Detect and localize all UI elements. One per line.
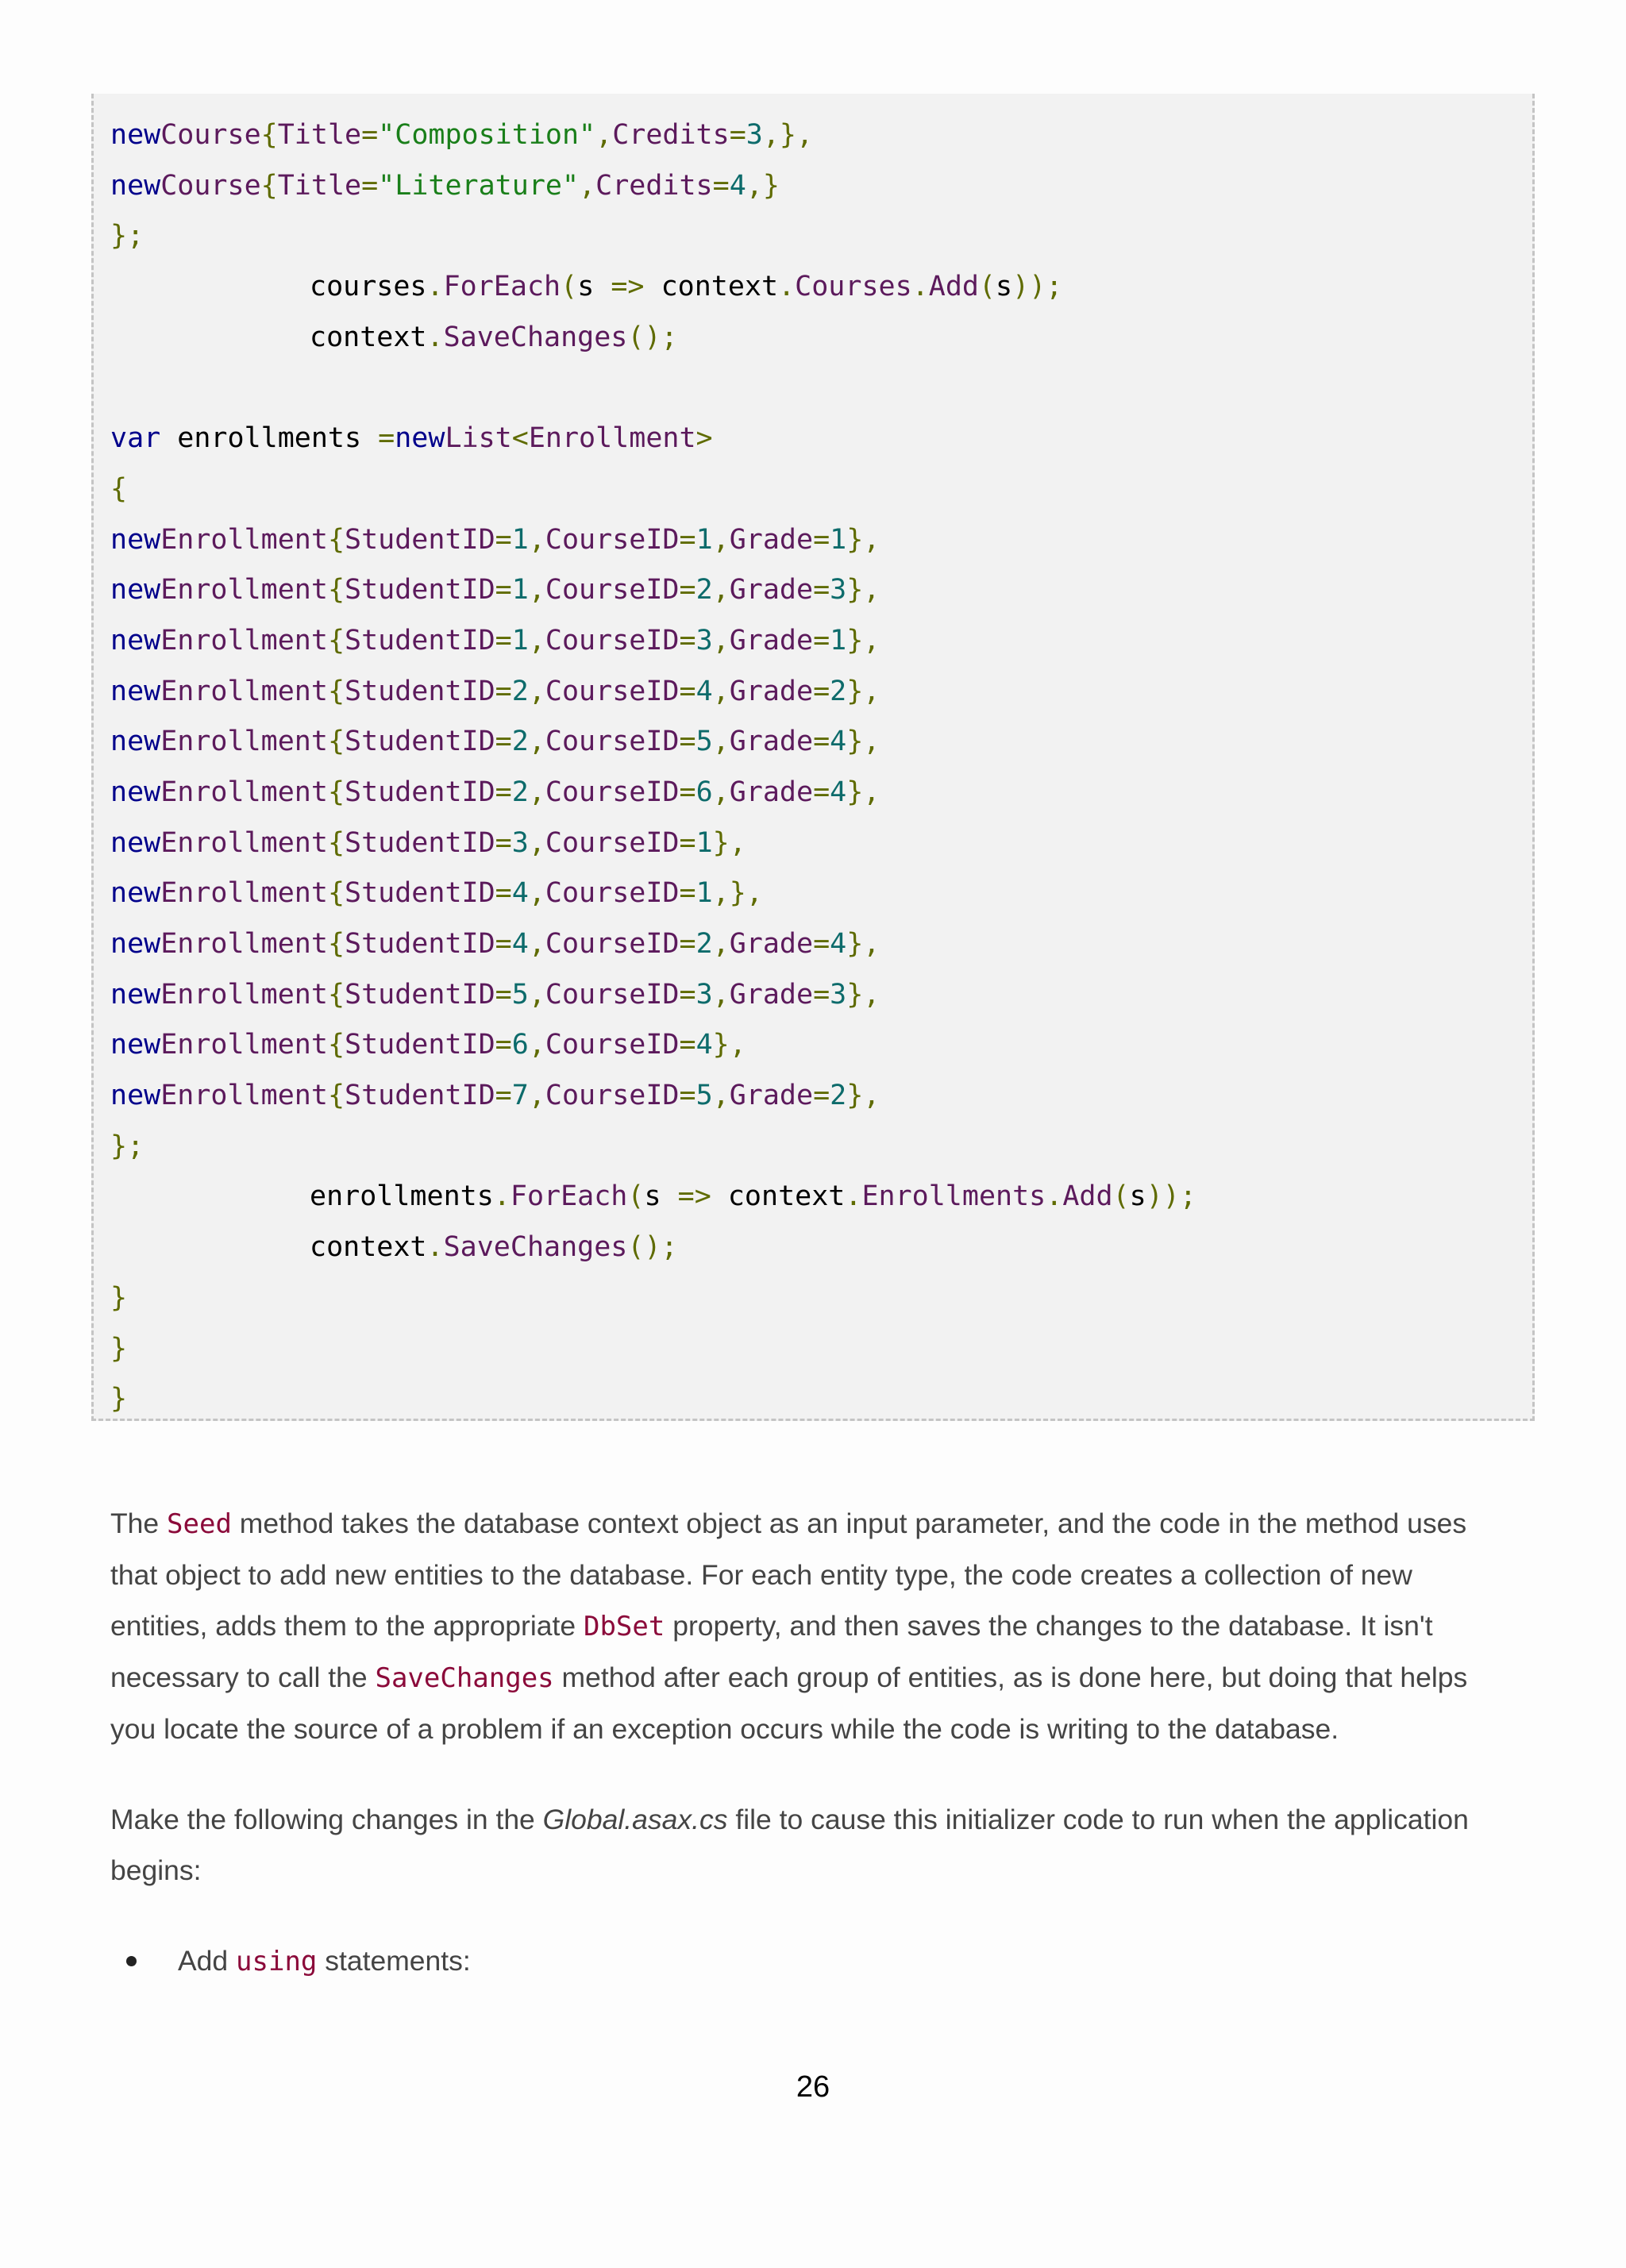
code-token: SaveChanges <box>443 1231 628 1264</box>
code-token: = <box>679 928 696 960</box>
code-token: new <box>110 1029 161 1061</box>
code-token: SaveChanges <box>443 321 628 353</box>
code-token: , <box>712 776 730 808</box>
code-token: }, <box>846 574 880 606</box>
code-token: = <box>495 978 512 1011</box>
code-token: Grade <box>729 523 814 556</box>
code-token: Enrollment <box>160 574 328 606</box>
code-line <box>110 515 1196 566</box>
code-token: { <box>327 826 345 859</box>
code-token: s <box>644 1180 678 1213</box>
code-token: Grade <box>729 1080 814 1112</box>
code-line <box>110 363 1196 414</box>
code-token: ,}, <box>762 119 814 151</box>
code-token: . <box>426 1231 444 1264</box>
code-token: }, <box>846 726 880 758</box>
code-token: { <box>327 776 345 808</box>
code-token: 1 <box>830 523 847 556</box>
code-token: = <box>495 877 512 910</box>
code-token: , <box>528 624 545 657</box>
code-token: 4 <box>695 1029 713 1061</box>
code-token: = <box>679 1080 696 1112</box>
code-token: = <box>813 675 830 707</box>
code-token: = <box>813 523 830 556</box>
code-token: Enrollment <box>160 877 328 910</box>
code-token: = <box>495 1080 512 1112</box>
code-token: 2 <box>695 928 713 960</box>
code-token: CourseID <box>545 928 680 960</box>
code-token: = <box>679 726 696 758</box>
code-token: 4 <box>511 877 529 910</box>
paragraph-text: method after each group of entities, as is done here, but doing that helps you locate the source of a problem if an exception occurs while the code is writing to the database. <box>110 1662 1468 1745</box>
code-token: { <box>260 119 278 151</box>
code-line <box>110 414 1196 464</box>
code-line <box>110 868 1196 919</box>
code-token: Grade <box>729 574 814 606</box>
code-token: , <box>712 726 730 758</box>
code-token: = <box>813 624 830 657</box>
code-token: = <box>495 826 512 859</box>
code-token: { <box>327 877 345 910</box>
inline-code-seed: Seed <box>167 1508 232 1540</box>
code-token: ( <box>978 271 996 303</box>
code-token: 2 <box>830 675 847 707</box>
code-token: , <box>712 523 730 556</box>
code-token: 3 <box>746 119 763 151</box>
code-token: CourseID <box>545 574 680 606</box>
code-token: = <box>679 624 696 657</box>
code-token: } <box>110 1383 128 1415</box>
code-token: }, <box>846 1080 880 1112</box>
code-token: ForEach <box>443 271 561 303</box>
code-line <box>110 211 1196 262</box>
code-token: , <box>528 675 545 707</box>
code-token: = <box>679 1029 696 1061</box>
code-token: ,} <box>746 169 780 202</box>
code-line <box>110 667 1196 718</box>
code-token: StudentID <box>345 826 495 859</box>
code-token: 1 <box>695 523 713 556</box>
code-token: 3 <box>830 978 847 1011</box>
code-token: ,}, <box>712 877 763 910</box>
code-token: { <box>327 928 345 960</box>
code-token: new <box>110 978 161 1011</box>
code-token: Course <box>160 169 261 202</box>
code-token: = <box>679 826 696 859</box>
code-token: StudentID <box>345 574 495 606</box>
bullet-text: statements: <box>317 1945 471 1977</box>
code-token: { <box>327 574 345 606</box>
code-token: CourseID <box>545 523 680 556</box>
code-token: = <box>495 675 512 707</box>
code-token: ( <box>561 271 578 303</box>
code-token: }; <box>110 220 144 252</box>
code-line <box>110 464 1196 515</box>
code-token: }, <box>846 978 880 1011</box>
code-token: Course <box>160 119 261 151</box>
code-token: { <box>327 726 345 758</box>
code-token: StudentID <box>345 523 495 556</box>
code-token: List <box>445 422 512 455</box>
code-token: 2 <box>511 726 529 758</box>
code-token: { <box>327 624 345 657</box>
code-token: Add <box>1062 1180 1113 1213</box>
code-token: new <box>110 826 161 859</box>
code-token: Enrollment <box>160 675 328 707</box>
code-line <box>110 818 1196 869</box>
code-token: = <box>679 675 696 707</box>
code-token: new <box>110 877 161 910</box>
code-token: StudentID <box>345 1029 495 1061</box>
code-token: } <box>110 1281 128 1314</box>
code-token: CourseID <box>545 675 680 707</box>
code-token: enrollments <box>160 422 379 455</box>
code-token: CourseID <box>545 877 680 910</box>
code-token: . <box>426 321 444 353</box>
code-line <box>110 717 1196 768</box>
code-token: s <box>577 271 611 303</box>
inline-code-dbset: DbSet <box>583 1611 665 1642</box>
code-token: new <box>110 1080 161 1112</box>
code-token: , <box>712 574 730 606</box>
paragraph-text: file to cause this initializer code to run when the application begins: <box>110 1804 1469 1886</box>
code-token: 4 <box>830 928 847 960</box>
code-token: 6 <box>695 776 713 808</box>
code-token: , <box>712 675 730 707</box>
code-token: = <box>813 1080 830 1112</box>
code-token: CourseID <box>545 726 680 758</box>
code-token: Enrollment <box>160 624 328 657</box>
code-token: (); <box>627 1231 678 1264</box>
code-token: Credits <box>612 119 730 151</box>
code-token: 3 <box>830 574 847 606</box>
paragraph-text: The <box>110 1508 168 1539</box>
code-line <box>110 616 1196 667</box>
code-token: Courses <box>795 271 912 303</box>
code-token: }, <box>846 675 880 707</box>
code-token: 4 <box>511 928 529 960</box>
code-token: CourseID <box>545 1029 680 1061</box>
code-token: . <box>426 271 444 303</box>
code-token: Enrollment <box>160 826 328 859</box>
code-token: CourseID <box>545 826 680 859</box>
code-token: 5 <box>511 978 529 1011</box>
code-token: , <box>712 928 730 960</box>
code-token: new <box>110 119 161 151</box>
code-token: context <box>644 271 779 303</box>
code-token: new <box>110 624 161 657</box>
code-token: , <box>712 978 730 1011</box>
code-line <box>110 1122 1196 1173</box>
code-token: ( <box>1112 1180 1130 1213</box>
code-token: Grade <box>729 928 814 960</box>
code-token: )); <box>1012 271 1063 303</box>
code-token: new <box>110 776 161 808</box>
paragraph-text: Make the following changes in the <box>110 1804 543 1835</box>
bullet-dot-icon <box>126 1956 137 1966</box>
code-line <box>110 1273 1196 1324</box>
code-token: { <box>327 1029 345 1061</box>
code-token: new <box>110 726 161 758</box>
code-token: = <box>361 169 379 202</box>
code-token: , <box>712 624 730 657</box>
code-token: , <box>528 826 545 859</box>
code-token: ( <box>627 1180 645 1213</box>
code-token: Enrollment <box>160 978 328 1011</box>
code-token: = <box>495 574 512 606</box>
code-token: new <box>395 422 445 455</box>
code-token: , <box>528 978 545 1011</box>
code-token: }, <box>846 928 880 960</box>
code-token: new <box>110 523 161 556</box>
code-token: = <box>813 574 830 606</box>
code-token: , <box>528 928 545 960</box>
code-token: = <box>679 523 696 556</box>
code-token: 5 <box>695 1080 713 1112</box>
code-lines <box>110 110 1196 1425</box>
code-token: Add <box>928 271 979 303</box>
code-token: Title <box>277 169 362 202</box>
code-token: { <box>327 1080 345 1112</box>
code-line <box>110 1172 1196 1223</box>
code-token: 2 <box>511 776 529 808</box>
code-token: StudentID <box>345 928 495 960</box>
code-line <box>110 1071 1196 1122</box>
code-token: CourseID <box>545 776 680 808</box>
code-token: = <box>495 726 512 758</box>
code-token: < <box>511 422 529 455</box>
code-token: 1 <box>511 624 529 657</box>
code-token: ForEach <box>510 1180 628 1213</box>
code-token: = <box>495 624 512 657</box>
code-token: 3 <box>695 978 713 1011</box>
code-token: = <box>679 776 696 808</box>
code-token: , <box>528 726 545 758</box>
code-token: Grade <box>729 726 814 758</box>
bullet-list <box>110 1935 471 1987</box>
code-token: CourseID <box>545 978 680 1011</box>
bullet-text: Add <box>178 1945 237 1977</box>
code-token: enrollments <box>310 1180 494 1213</box>
code-token: . <box>911 271 929 303</box>
code-line <box>110 970 1196 1021</box>
code-token: > <box>695 422 713 455</box>
code-token: 7 <box>511 1080 529 1112</box>
code-line <box>110 565 1196 616</box>
code-token: }; <box>110 1130 144 1162</box>
code-token: = <box>679 574 696 606</box>
code-token: 4 <box>695 675 713 707</box>
code-line <box>110 768 1196 818</box>
code-token: 2 <box>830 1080 847 1112</box>
code-token: }, <box>846 624 880 657</box>
code-token: "Literature" <box>378 169 580 202</box>
code-token: . <box>778 271 796 303</box>
code-token: Grade <box>729 978 814 1011</box>
code-token: 4 <box>729 169 746 202</box>
code-token: 3 <box>511 826 529 859</box>
code-token: , <box>528 1080 545 1112</box>
code-token: new <box>110 675 161 707</box>
paragraph-text: property, and then saves the changes to the database. It isn't necessary to call the <box>110 1610 1433 1693</box>
code-token: = <box>361 119 379 151</box>
code-token: = <box>813 776 830 808</box>
code-token: , <box>528 877 545 910</box>
code-token: = <box>729 119 746 151</box>
code-token: Enrollment <box>160 523 328 556</box>
code-token: = <box>679 877 696 910</box>
code-line <box>110 1020 1196 1071</box>
code-token: } <box>110 1332 128 1365</box>
code-token: = <box>495 1029 512 1061</box>
code-token: }, <box>846 523 880 556</box>
code-token: 3 <box>695 624 713 657</box>
paragraph-seed-method <box>110 1498 1508 1754</box>
code-token: = <box>378 422 395 455</box>
code-token: StudentID <box>345 675 495 707</box>
paragraph-global-asax <box>110 1794 1508 1896</box>
code-token: , <box>528 776 545 808</box>
code-token: Enrollments <box>861 1180 1046 1213</box>
code-token: 2 <box>511 675 529 707</box>
code-token: CourseID <box>545 1080 680 1112</box>
file-name-global-asax: Global.asax.cs <box>542 1804 728 1835</box>
code-token: 1 <box>511 574 529 606</box>
code-token: }, <box>712 1029 746 1061</box>
code-token: StudentID <box>345 726 495 758</box>
code-token: = <box>495 776 512 808</box>
code-line <box>110 110 1196 161</box>
code-token: StudentID <box>345 877 495 910</box>
code-token: StudentID <box>345 978 495 1011</box>
code-token: . <box>845 1180 862 1213</box>
code-token: { <box>327 978 345 1011</box>
code-token: => <box>611 271 645 303</box>
code-token: { <box>110 472 128 505</box>
paragraph-text: method takes the database context object as an input parameter, and the code in the method uses that object to add new entities to the database. For each entity type, the code creates a collection of new entities, adds them to the appropriate <box>110 1508 1467 1642</box>
code-token: , <box>595 119 613 151</box>
code-token: Enrollment <box>160 1029 328 1061</box>
code-token: 1 <box>695 826 713 859</box>
code-token: 4 <box>830 726 847 758</box>
code-token: }, <box>846 776 880 808</box>
code-token: s <box>1129 1180 1146 1213</box>
code-line <box>110 161 1196 212</box>
code-token: context <box>310 321 427 353</box>
code-token: (); <box>627 321 678 353</box>
code-line <box>110 1324 1196 1375</box>
code-token: Title <box>277 119 362 151</box>
code-token: 6 <box>511 1029 529 1061</box>
code-token: Credits <box>595 169 713 202</box>
code-token: = <box>813 978 830 1011</box>
code-token: , <box>528 523 545 556</box>
code-token: { <box>327 675 345 707</box>
code-token: CourseID <box>545 624 680 657</box>
code-token: . <box>493 1180 511 1213</box>
code-token: => <box>677 1180 711 1213</box>
code-token: context <box>711 1180 846 1213</box>
code-token: = <box>495 523 512 556</box>
code-token: Enrollment <box>160 726 328 758</box>
code-token: new <box>110 928 161 960</box>
code-token: 1 <box>511 523 529 556</box>
inline-code-using: using <box>236 1946 318 1977</box>
code-token: = <box>813 928 830 960</box>
code-token: StudentID <box>345 776 495 808</box>
code-token: = <box>813 726 830 758</box>
code-token: new <box>110 574 161 606</box>
code-token: = <box>679 978 696 1011</box>
code-token: { <box>260 169 278 202</box>
code-token: }, <box>712 826 746 859</box>
code-line <box>110 1223 1196 1273</box>
code-token: 1 <box>830 624 847 657</box>
code-token: Enrollment <box>160 1080 328 1112</box>
code-token: { <box>327 523 345 556</box>
code-token: , <box>712 1080 730 1112</box>
code-line <box>110 262 1196 313</box>
code-line <box>110 313 1196 364</box>
code-block <box>91 94 1535 1421</box>
code-token: )); <box>1146 1180 1196 1213</box>
code-line <box>110 919 1196 970</box>
code-token: new <box>110 169 161 202</box>
code-token: "Composition" <box>378 119 596 151</box>
code-line <box>110 1374 1196 1425</box>
code-token: 1 <box>695 877 713 910</box>
code-token: courses <box>310 271 427 303</box>
code-token: Grade <box>729 776 814 808</box>
code-token: s <box>996 271 1013 303</box>
code-token: Enrollment <box>160 776 328 808</box>
code-token: context <box>310 1231 427 1264</box>
code-token: Grade <box>729 675 814 707</box>
code-token: , <box>528 1029 545 1061</box>
code-token: StudentID <box>345 624 495 657</box>
bullet-item-add-using <box>110 1935 471 1987</box>
code-token: , <box>528 574 545 606</box>
inline-code-savechanges: SaveChanges <box>375 1662 554 1694</box>
code-token: = <box>495 928 512 960</box>
code-token: Enrollment <box>528 422 696 455</box>
code-token: var <box>110 422 161 455</box>
code-token: , <box>579 169 596 202</box>
code-token: 4 <box>830 776 847 808</box>
code-token: 5 <box>695 726 713 758</box>
code-token: = <box>712 169 730 202</box>
code-token: Grade <box>729 624 814 657</box>
code-token: Enrollment <box>160 928 328 960</box>
code-token: 2 <box>695 574 713 606</box>
code-token: StudentID <box>345 1080 495 1112</box>
code-token: . <box>1046 1180 1063 1213</box>
page-number: 26 <box>796 2070 830 2104</box>
